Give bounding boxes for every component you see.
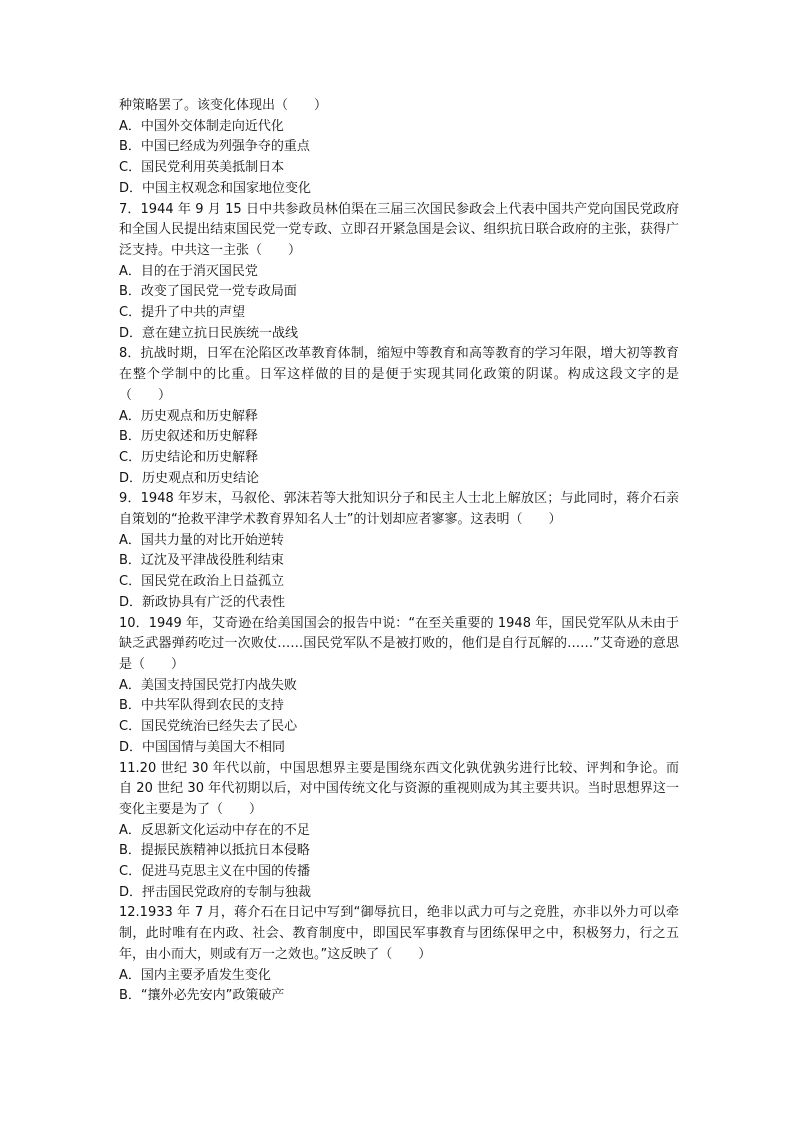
question-12-stem: 12.1933 年 7 月，蒋介石在日记中写到“御辱抗日，绝非以武力可与之竞胜，亦非以外力可以牵制，此时唯有在内政、社会、教育制度中，即国民军事教育与团练保甲之中，积极努力，行之五年，由小而大，则或有万一之效也。”这反映了（ ） [119,905,679,962]
question-8-option-b: B．历史叙述和历史解释 [119,429,258,445]
question-7-option-c: C．提升了中共的声望 [119,305,246,321]
question-11-option-b: B．提振民族精神以抵抗日本侵略 [119,843,310,859]
question-8 [119,344,679,489]
question-9-stem: 9．1948 年岁末，马叙伦、郭沫若等大批知识分子和民主人士北上解放区；与此同时，蒋介石亲自策划的“抢救平津学术教育界知名人士”的计划却应者寥寥。这表明（ ） [119,491,679,528]
question-10-option-a: A．美国支持国民党打内战失败 [119,677,297,693]
question-content [119,96,679,1007]
question-8-option-c: C．历史结论和历史解释 [119,449,259,465]
question-11 [119,759,679,904]
question-6-option-a: A．中国外交体制走向近代化 [119,118,284,134]
question-8-stem: 8．抗战时期，日军在沦陷区改革教育体制，缩短中等教育和高等教育的学习年限，增大初等教育在整个学制中的比重。日军这样做的目的是便于实现其同化政策的阴谋。构成这段文字的是（ ） [119,346,679,403]
question-9-option-c: C．国民党在政治上日益孤立 [119,574,285,590]
question-7 [119,200,679,345]
question-10-option-c: C．国民党统治已经失去了民心 [119,719,298,735]
question-11-stem: 11.20 世纪 30 年代以前，中国思想界主要是围绕东西文化孰优孰劣进行比较、评判和争论。而自 20 世纪 30 年代初期以后，对中国传统文化与资源的重视则成为其主要共识。当时思想界这一变化主要是为了（ ） [119,760,679,817]
question-12 [119,903,679,1007]
question-8-option-a: A．历史观点和历史解释 [119,408,258,424]
question-12-option-b: B．“攘外必先安内”政策破产 [119,988,285,1004]
question-6-option-d: D．中国主权观念和国家地位变化 [119,180,312,196]
question-10-stem: 10．1949 年，艾奇逊在给美国国会的报告中说：“在至关重要的 1948 年，国民党军队从未由于缺乏武器弹药吃过一次败仗……国民党军队不是被打败的，他们是自行瓦解的……”艾奇逊的意思是（ ） [119,615,679,672]
question-8-option-d: D．历史观点和历史结论 [119,470,260,486]
question-11-option-a: A．反思新文化运动中存在的不足 [119,822,310,838]
question-6-stem-tail: 种策略罢了。该变化体现出（ ） [119,98,328,113]
question-6-option-b: B．中国已经成为列强争夺的重点 [119,139,310,155]
question-7-option-b: B．改变了国民党一党专政局面 [119,284,297,300]
question-10 [119,614,679,759]
question-9-option-d: D．新政协具有广泛的代表性 [119,594,286,610]
question-9-option-a: A．国共力量的对比开始逆转 [119,532,284,548]
question-7-option-d: D．意在建立抗日民族统一战线 [119,325,299,341]
question-9 [119,489,679,613]
question-12-option-a: A．国内主要矛盾发生变化 [119,967,271,983]
question-7-stem: 7．1944 年 9 月 15 日中共参政员林伯渠在三届三次国民参政会上代表中国共产党向国民党政府和全国人民提出结束国民党一党专政、立即召开紧急国是会议、组织抗日联合政府的主张，获得广泛支持。中共这一主张（ ） [119,201,679,258]
question-10-option-d: D．中国国情与美国大不相同 [119,739,286,755]
question-11-option-d: D．抨击国民党政府的专制与独裁 [119,884,312,900]
question-7-option-a: A．目的在于消灭国民党 [119,263,258,279]
question-9-option-b: B．辽沈及平津战役胜利结束 [119,553,284,569]
question-6-option-c: C．国民党利用英美抵制日本 [119,160,285,176]
question-6 [119,96,679,200]
question-10-option-b: B．中共军队得到农民的支持 [119,698,284,714]
question-11-option-c: C．促进马克思主义在中国的传播 [119,864,311,880]
